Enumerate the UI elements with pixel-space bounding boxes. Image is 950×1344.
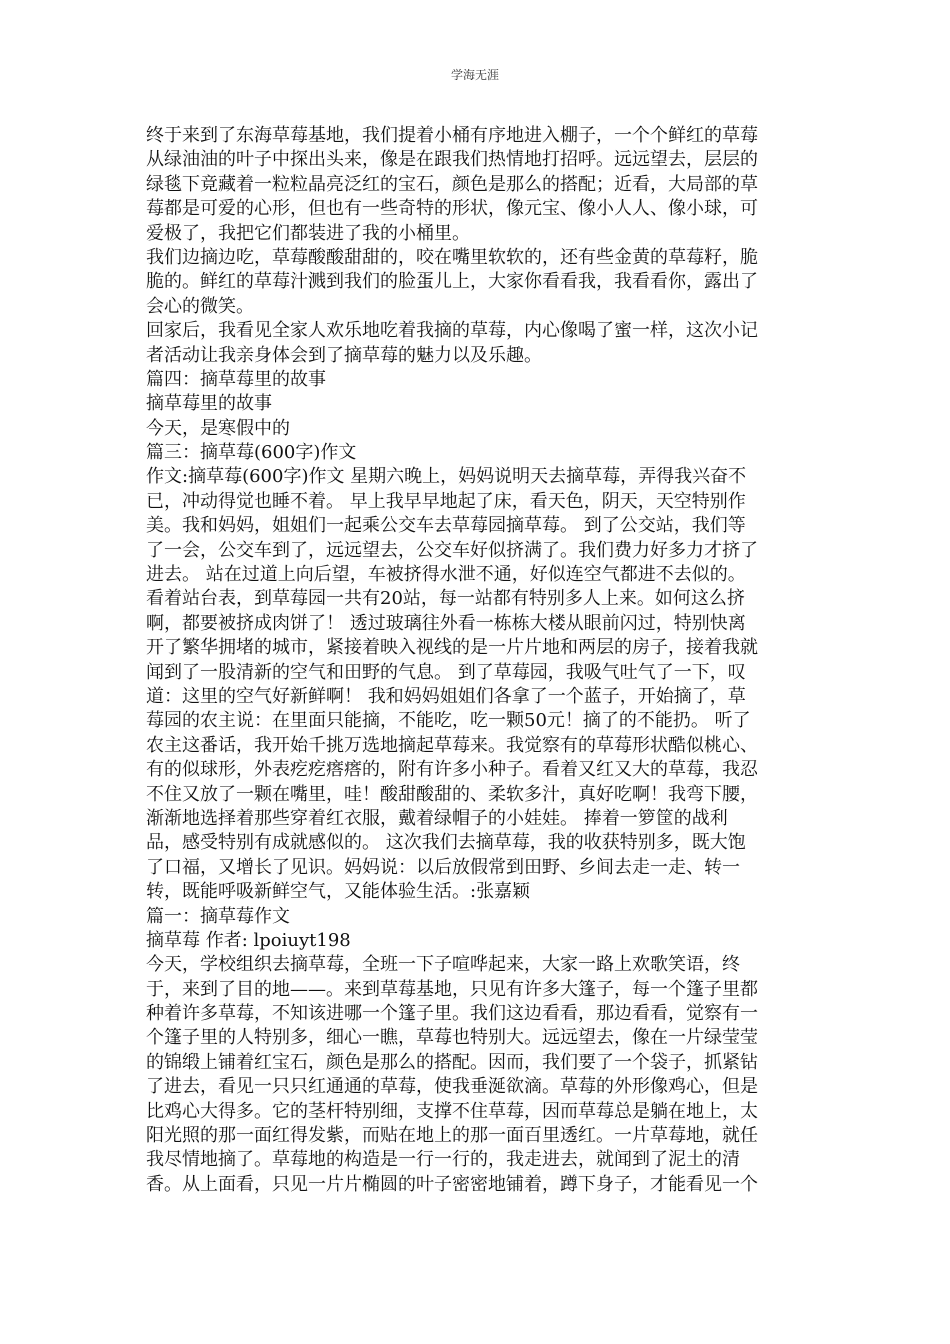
text-line: 渐渐地选择着那些穿着红衣服，戴着绿帽子的小娃娃。 捧着一箩筐的战利 bbox=[146, 807, 728, 829]
text-line: 比鸡心大得多。它的茎杆特别细，支撑不住草莓，因而草莓总是躺在地上，太 bbox=[146, 1100, 758, 1122]
text-line: 闻到了一股清新的空气和田野的气息。 到了草莓园，我吸气吐气了一下，叹 bbox=[146, 661, 746, 683]
text-line: 看着站台表，到草莓园一共有20站，每一站都有特别多人上来。如何这么挤 bbox=[146, 588, 745, 610]
text-line: 终于来到了东海草莓基地，我们提着小桶有序地进入棚子，一个个鲜红的草莓 bbox=[146, 125, 758, 146]
text-line: 个篷子里的人特别多，细心一瞧，草莓也特别大。远远望去，像在一片绿莹莹 bbox=[146, 1027, 758, 1049]
text-line: 进去。 站在过道上向后望，车被挤得水泄不通，好似连空气都进不去似的。 bbox=[146, 564, 746, 586]
text-line: 美。我和妈妈，姐姐们一起乘公交车去草莓园摘草莓。 到了公交站，我们等 bbox=[146, 515, 746, 537]
text-line: 从绿油油的叶子中探出头来，像是在跟我们热情地打招呼。远远望去，层层的 bbox=[146, 149, 758, 171]
text-line: 回家后，我看见全家人欢乐地吃着我摘的草莓，内心像喝了蜜一样，这次小记 bbox=[146, 320, 758, 342]
text-line: 品，感受特别有成就感似的。 这次我们去摘草莓，我的收获特别多，既大饱 bbox=[146, 832, 746, 854]
section-heading: 篇三：摘草莓(600字)作文 bbox=[146, 442, 357, 464]
text-line: 转，既能呼吸新鲜空气，又能体验生活。:张嘉颖 bbox=[146, 881, 531, 903]
text-line: 了口福，又增长了见识。妈妈说：以后放假常到田野、乡间去走一走、转一 bbox=[146, 856, 740, 878]
page-header: 学海无涯 bbox=[450, 68, 499, 82]
text-line: 于，来到了目的地——。来到草莓基地，只见有许多大篷子，每一个篷子里都 bbox=[146, 978, 758, 1000]
text-line: 农主这番话，我开始千挑万选地摘起草莓来。我觉察有的草莓形状酷似桃心、 bbox=[146, 734, 758, 756]
text-line: 了进去，看见一只只红通通的草莓，使我垂涎欲滴。草莓的外形像鸡心，但是 bbox=[146, 1076, 758, 1098]
text-line: 绿毯下竟藏着一粒粒晶亮泛红的宝石，颜色是那么的搭配；近看，大局部的草 bbox=[146, 173, 758, 195]
text-line: 啊，都要被挤成肉饼了！ 透过玻璃往外看一栋栋大楼从眼前闪过，特别快离 bbox=[146, 612, 746, 634]
text-line: 不住又放了一颗在嘴里，哇！酸甜酸甜的、柔软多汁，真好吃啊！我弯下腰， bbox=[146, 783, 758, 805]
text-line: 的锦缎上铺着红宝石，颜色是那么的搭配。因而，我们要了一个袋子，抓紧钻 bbox=[146, 1051, 758, 1073]
document-body bbox=[146, 124, 806, 1197]
section-heading: 篇一：摘草莓作文 bbox=[146, 905, 290, 927]
text-line: 有的似球形，外表疙疙瘩瘩的，附有许多小种子。看着又红又大的草莓，我忍 bbox=[146, 759, 758, 781]
text-line: 阳光照的那一面红得发紫，而贴在地上的那一面百里透红。一片草莓地，就任 bbox=[146, 1125, 758, 1147]
text-line: 了一会，公交车到了，远远望去，公交车好似挤满了。我们费力好多力才挤了 bbox=[146, 539, 758, 561]
text-line: 脆的。鲜红的草莓汁溅到我们的脸蛋儿上，大家你看看我，我看看你，露出了 bbox=[146, 271, 758, 293]
text-line: 摘草莓 作者: lpoiuyt198 bbox=[146, 929, 351, 951]
text-line: 香。从上面看，只见一片片椭圆的叶子密密地铺着，蹲下身子，才能看见一个 bbox=[146, 1173, 758, 1195]
text-line: 爱极了，我把它们都装进了我的小桶里。 bbox=[146, 222, 470, 244]
text-line: 开了繁华拥堵的城市，紧接着映入视线的是一片片地和两层的房子，接着我就 bbox=[146, 637, 758, 659]
section-heading: 篇四：摘草莓里的故事 bbox=[146, 368, 326, 390]
text-line: 会心的微笑。 bbox=[146, 295, 254, 317]
text-line: 莓园的农主说：在里面只能摘，不能吃，吃一颗50元！摘了的不能扔。 听了 bbox=[146, 710, 751, 732]
text-line: 摘草莓里的故事 bbox=[146, 393, 272, 415]
text-line: 种着许多草莓，不知该进哪一个篷子里。我们这边看看，那边看看，觉察有一 bbox=[146, 1003, 758, 1025]
text-line: 我们边摘边吃，草莓酸酸甜甜的，咬在嘴里软软的，还有些金黄的草莓籽，脆 bbox=[146, 246, 758, 268]
text-line: 道：这里的空气好新鲜啊！ 我和妈妈姐姐们各拿了一个蓝子，开始摘了，草 bbox=[146, 685, 746, 707]
text-line: 我尽情地摘了。草莓地的构造是一行一行的，我走进去，就闻到了泥土的清 bbox=[146, 1149, 740, 1171]
text-line: 作文:摘草莓(600字)作文 星期六晚上，妈妈说明天去摘草莓，弄得我兴奋不 bbox=[146, 466, 747, 488]
text-line: 今天，是寒假中的 bbox=[146, 417, 290, 439]
text-line: 莓都是可爱的心形，但也有一些奇特的形状，像元宝、像小人人、像小球，可 bbox=[146, 198, 758, 220]
text-line: 者活动让我亲身体会到了摘草莓的魅力以及乐趣。 bbox=[146, 344, 542, 366]
text-line: 已，冲动得觉也睡不着。 早上我早早地起了床，看天色，阴天，天空特别作 bbox=[146, 490, 746, 512]
text-line: 今天，学校组织去摘草莓，全班一下子喧哗起来，大家一路上欢歌笑语，终 bbox=[146, 954, 740, 976]
